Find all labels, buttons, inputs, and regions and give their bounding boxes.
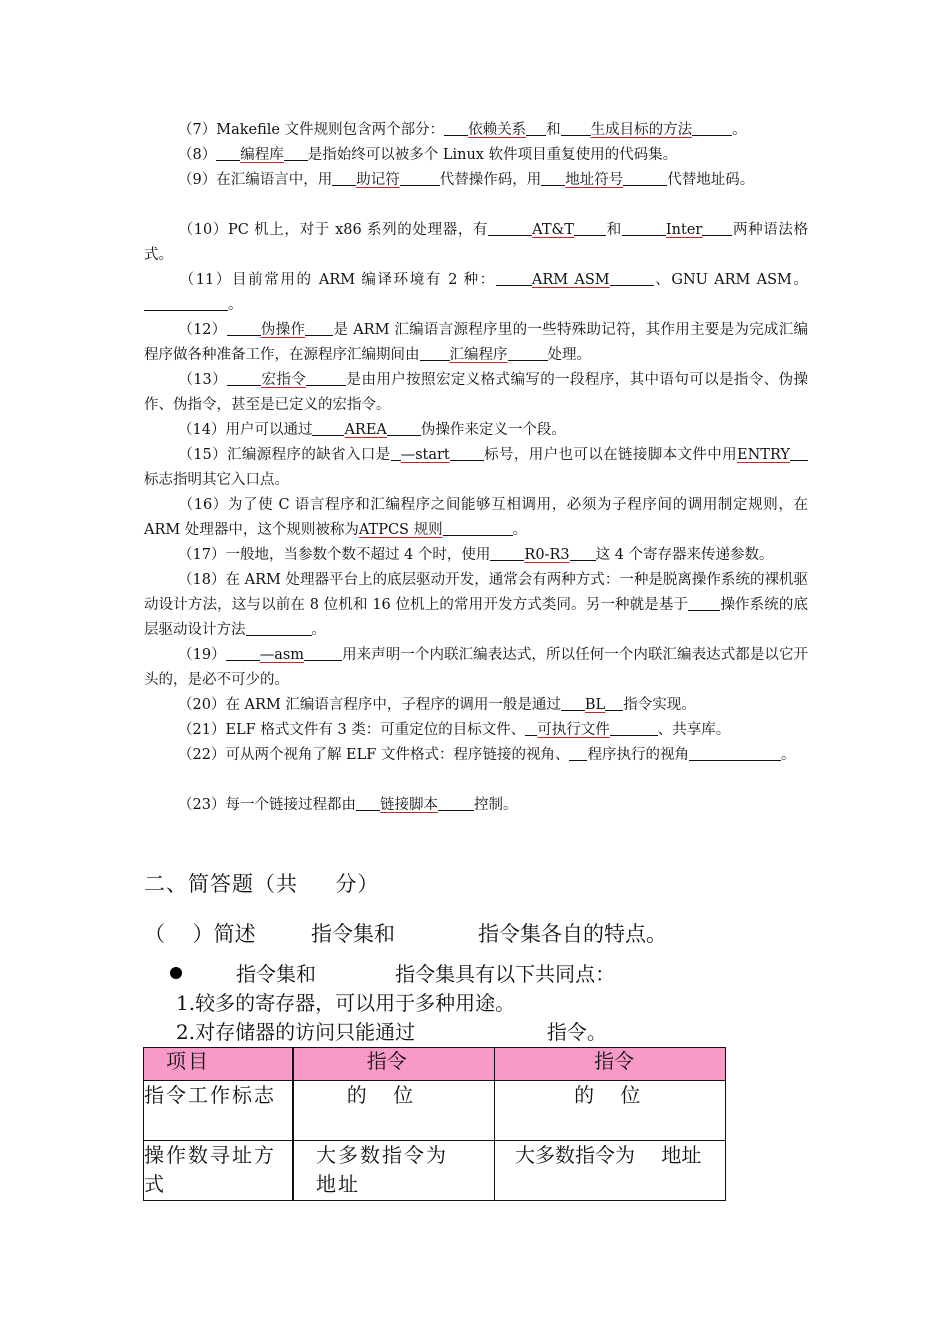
question-text: 是 ARM 汇编语言源程序里的一些特殊助记符，其作用主要是为完成汇编程序做各种准备工作，在源程序汇编期间由 [144,322,809,363]
item-number: （14） [178,422,226,438]
blank-line [525,721,537,736]
question-text: 指令实现。 [623,697,696,713]
blank-line [541,171,565,186]
question-text: 、GNU ARM ASM。 [653,272,808,288]
bullet-icon [170,967,182,979]
blank-line [790,446,808,461]
question-text: 。 [512,522,528,538]
question-text: 为了使 C 语言程序和汇编程序之间能够互相调用，必须为子程序间的调用制定规则，在 ARM 处理器中，这个规则被称为 [144,497,808,538]
question-text: 可从两个视角了解 ELF 文件格式：程序链接的视角、 [225,747,570,763]
answer-text: —start [400,447,450,463]
blank-line [246,621,312,636]
blank-line [400,171,440,186]
blank-line [305,321,333,336]
item-number: （18） [178,572,226,588]
table-cell: 大多数指令为 地址 [293,1141,495,1201]
blank-line [450,446,484,461]
question-text: PC 机上，对于 x86 系列的处理器，有 [228,222,489,238]
question-text: 操作系统的底层驱动设计方法 [144,597,808,638]
item-number: （10） [178,222,229,238]
question-text: 在汇编语言中，用 [216,172,333,188]
item-number: （16） [178,497,228,513]
fill-in-item [144,743,808,768]
fill-in-item [144,368,808,418]
answer-text: 伪操作 [260,322,306,338]
answer-text: BL [584,697,606,713]
blank-line [692,121,732,136]
item-number: （13） [178,372,228,388]
question-text: 在 ARM 处理器平台上的底层驱动开发，通常会有两种方式：一种是脱离操作系统的裸机驱动设计方法，这与以前在 8 位机和 16 位机上的常用开发方式类同。另一种就是基于 [144,572,809,613]
question-text: 。 [780,747,796,763]
blank-line [356,796,380,811]
blank-line [312,421,344,436]
item-number: （8） [178,147,217,163]
fill-in-item [144,418,808,443]
question-text: 这 4 个寄存器来传递参数。 [595,547,774,563]
blank-line [561,121,591,136]
question-text: 。 [228,297,243,313]
comparison-table [143,1047,726,1201]
blank-line [490,546,524,561]
answer-text: R0-R3 [524,547,570,563]
blank-line [702,221,732,236]
blank-line [227,371,261,386]
answer-text: ENTRY [737,447,790,463]
fill-in-item [144,168,808,193]
answer-text: ATPCS 规则 [358,522,443,538]
table-cell: 的 位 [293,1081,495,1141]
answer-text: AREA [344,422,387,438]
blank-line [689,746,781,761]
fill-in-item [144,493,808,543]
blank-line [306,371,346,386]
blank-line [561,696,585,711]
blank-line [569,746,587,761]
fill-in-item [144,643,808,693]
blank-line [391,446,401,461]
answer-text: Inter [665,222,703,238]
bullet-text: 指令集和 指令集具有以下共同点： [236,962,616,986]
question-text: ELF 格式文件有 3 类：可重定位的目标文件、 [225,722,526,738]
item-number: （17） [178,547,226,563]
item-number: （19） [178,647,226,663]
table-header-row [144,1048,726,1081]
fill-in-item [144,443,808,493]
question-text: 和 [546,122,561,138]
blank-line [444,121,468,136]
question-text: 处理。 [547,347,591,363]
blank-line [508,346,548,361]
bullet-line [170,958,615,987]
fill-in-item [144,718,808,743]
question-text: 目前常用的 ARM 编译环境有 2 种： [231,272,496,288]
question-text: 和 [606,222,622,238]
blank-line [216,146,240,161]
item-number: （12） [178,322,227,338]
answer-text: ARM ASM [531,272,610,288]
question-text: 代替地址码。 [667,172,755,188]
header-cell: 指令 [495,1048,726,1081]
answer-text: 助记符 [356,172,400,188]
item-number: （9） [178,172,217,188]
answer-text: 可执行文件 [537,722,610,738]
answer-text: 地址符号 [565,172,624,188]
answer-text: 编程库 [240,147,284,163]
question-text: 用来声明一个内联汇编表达式，所以任何一个内联汇编表达式都是以它开头的，是必不可少的。 [144,647,809,688]
item-number: （11） [178,272,232,288]
blank-line [284,146,308,161]
blank-line [496,271,532,286]
blank-line [332,171,356,186]
question-text: 一般地，当参数个数不超过 4 个时，使用 [225,547,491,563]
item-number: （23） [178,797,226,813]
blank-line [623,171,667,186]
table-row [144,1141,726,1201]
question-text: 两种语法格式。 [144,222,809,263]
blank-line [610,721,658,736]
item-number: （22） [178,747,226,763]
question-text: 伪操作来定义一个段。 [420,422,566,438]
fill-in-item [144,218,808,268]
question-text: 每一个链接过程都由 [225,797,356,813]
answer-text: AT&T [532,222,575,238]
answer-text: 依赖关系 [468,122,527,138]
question-text: 。 [311,622,326,638]
blank-line [622,221,666,236]
answer-text: 生成目标的方法 [590,122,693,138]
blank-line [144,296,228,311]
question-text: 是由用户按照宏定义格式编写的一段程序，其中语句可以是指令、伪操作、伪指令，甚至是已定义的宏指令。 [144,372,809,413]
fill-in-item [144,143,808,168]
table-row [144,1081,726,1141]
blank-line [227,321,261,336]
blank-line [488,221,532,236]
section-heading: 二、简答题（共 分） [144,872,380,896]
question-text: 标号，用户也可以在链接脚本文件中用 [483,447,737,463]
question-text: 程序执行的视角 [587,747,689,763]
fill-in-item [144,318,808,368]
question-text: 汇编源程序的缺省入口是 [226,447,391,463]
blank-line [574,221,606,236]
table-cell: 的 位 [495,1081,726,1141]
item-number: （20） [178,697,226,713]
blank-line [688,596,720,611]
blank-line [387,421,421,436]
fill-in-item [144,793,808,818]
question-text: （ ）简述 指令集和 指令集各自的特点。 [144,922,668,946]
fill-in-item [144,568,808,643]
answer-text: 宏指令 [261,372,307,388]
answer-text: 链接脚本 [379,797,438,813]
question-text: 标志指明其它入口点。 [144,472,289,488]
fill-in-item [144,543,808,568]
question-text: 。 [732,122,747,138]
item-number: （21） [178,722,226,738]
fill-in-item [144,118,808,143]
blank-line [610,271,654,286]
question-text: 是指始终可以被多个 Linux 软件项目重复使用的代码集。 [307,147,678,163]
blank-line [226,646,260,661]
blank-line [526,121,546,136]
question-text: 在 ARM 汇编语言程序中，子程序的调用一般是通过 [225,697,561,713]
answer-text: —asm [259,647,305,663]
question-text: 、共享库。 [657,722,731,738]
question-text: 代替操作码，用 [439,172,542,188]
blank-line [304,646,342,661]
fill-in-item [144,693,808,718]
table-cell: 操作数寻址方式 [144,1141,294,1201]
header-cell: 指令 [293,1048,495,1081]
blank-line [438,796,474,811]
question-text: 控制。 [473,797,518,813]
blank-line [570,546,596,561]
blank-line [420,346,450,361]
question-text: Makefile 文件规则包含两个部分： [216,122,445,138]
blank-line [443,521,513,536]
fill-in-item [144,268,808,318]
point-2: 2.对存储器的访问只能通过 指令。 [176,1020,607,1044]
header-cell: 项目 [144,1048,294,1081]
question-text: 用户可以通过 [225,422,313,438]
item-number: （15） [178,447,227,463]
table-cell: 大多数指令为 地址 [495,1141,726,1201]
item-number: （7） [178,122,217,138]
answer-text: 汇编程序 [449,347,508,363]
table-cell: 指令工作标志 [144,1081,294,1141]
point-1: 1.较多的寄存器，可以用于多种用途。 [176,991,516,1015]
blank-line [605,696,623,711]
